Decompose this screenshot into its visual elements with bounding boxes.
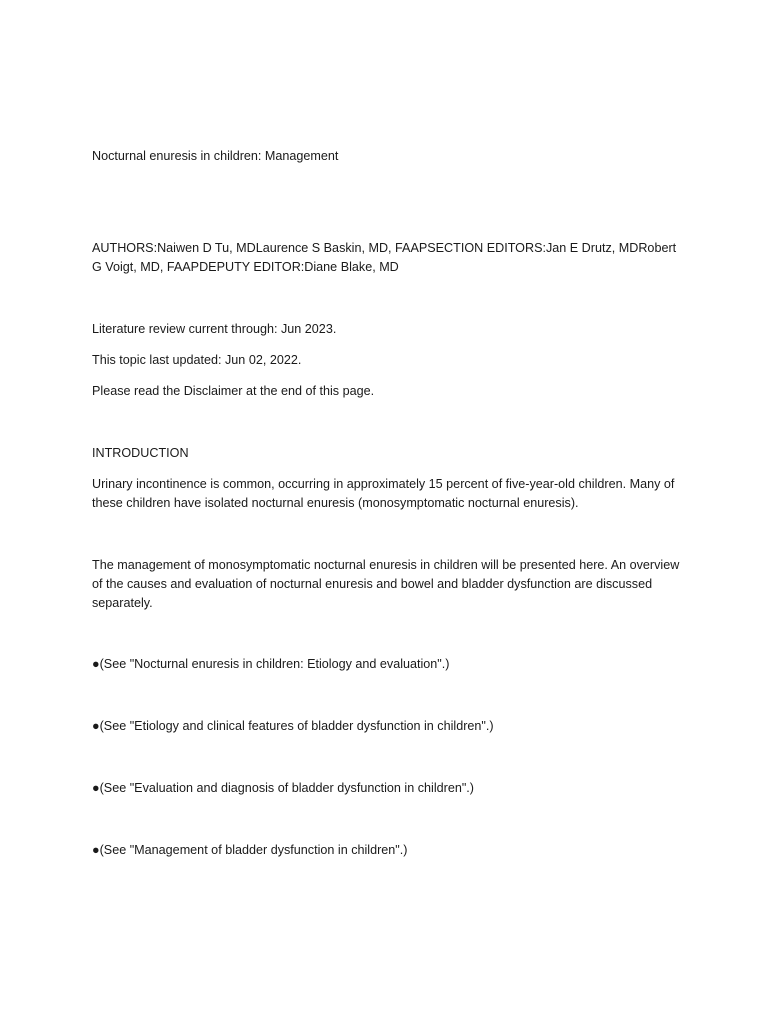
document-title: Nocturnal enuresis in children: Management xyxy=(92,149,339,163)
document-page xyxy=(92,0,682,1024)
intro-paragraph-1: Urinary incontinence is common, occurring in approximately 15 percent of five-year-old children. Many of these children have isolated nocturnal enuresis (monosymptomatic nocturnal enuresis). xyxy=(92,477,675,510)
disclaimer-note: Please read the Disclaimer at the end of this page. xyxy=(92,384,375,398)
see-link-bladder-dysfunction-evaluation[interactable]: ●(See "Evaluation and diagnosis of bladder dysfunction in children".) xyxy=(92,781,474,795)
literature-review-date: Literature review current through: Jun 2023. xyxy=(92,322,337,336)
last-updated-date: This topic last updated: Jun 02, 2022. xyxy=(92,353,302,367)
see-link-bladder-dysfunction-management[interactable]: ●(See "Management of bladder dysfunction in children".) xyxy=(92,843,408,857)
authors-line: AUTHORS:Naiwen D Tu, MDLaurence S Baskin, MD, FAAPSECTION EDITORS:Jan E Drutz, MDRobert G Voigt, MD, FAAPDEPUTY EDITOR:Diane Blake, MD xyxy=(92,241,677,274)
intro-paragraph-2: The management of monosymptomatic nocturnal enuresis in children will be presented here. An overview of the causes and evaluation of nocturnal enuresis and bowel and bladder dysfunction are discussed separately. xyxy=(92,558,680,610)
see-link-etiology-evaluation[interactable]: ●(See "Nocturnal enuresis in children: Etiology and evaluation".) xyxy=(92,657,450,671)
section-heading-introduction: INTRODUCTION xyxy=(92,446,189,460)
see-link-bladder-dysfunction-etiology[interactable]: ●(See "Etiology and clinical features of bladder dysfunction in children".) xyxy=(92,719,494,733)
